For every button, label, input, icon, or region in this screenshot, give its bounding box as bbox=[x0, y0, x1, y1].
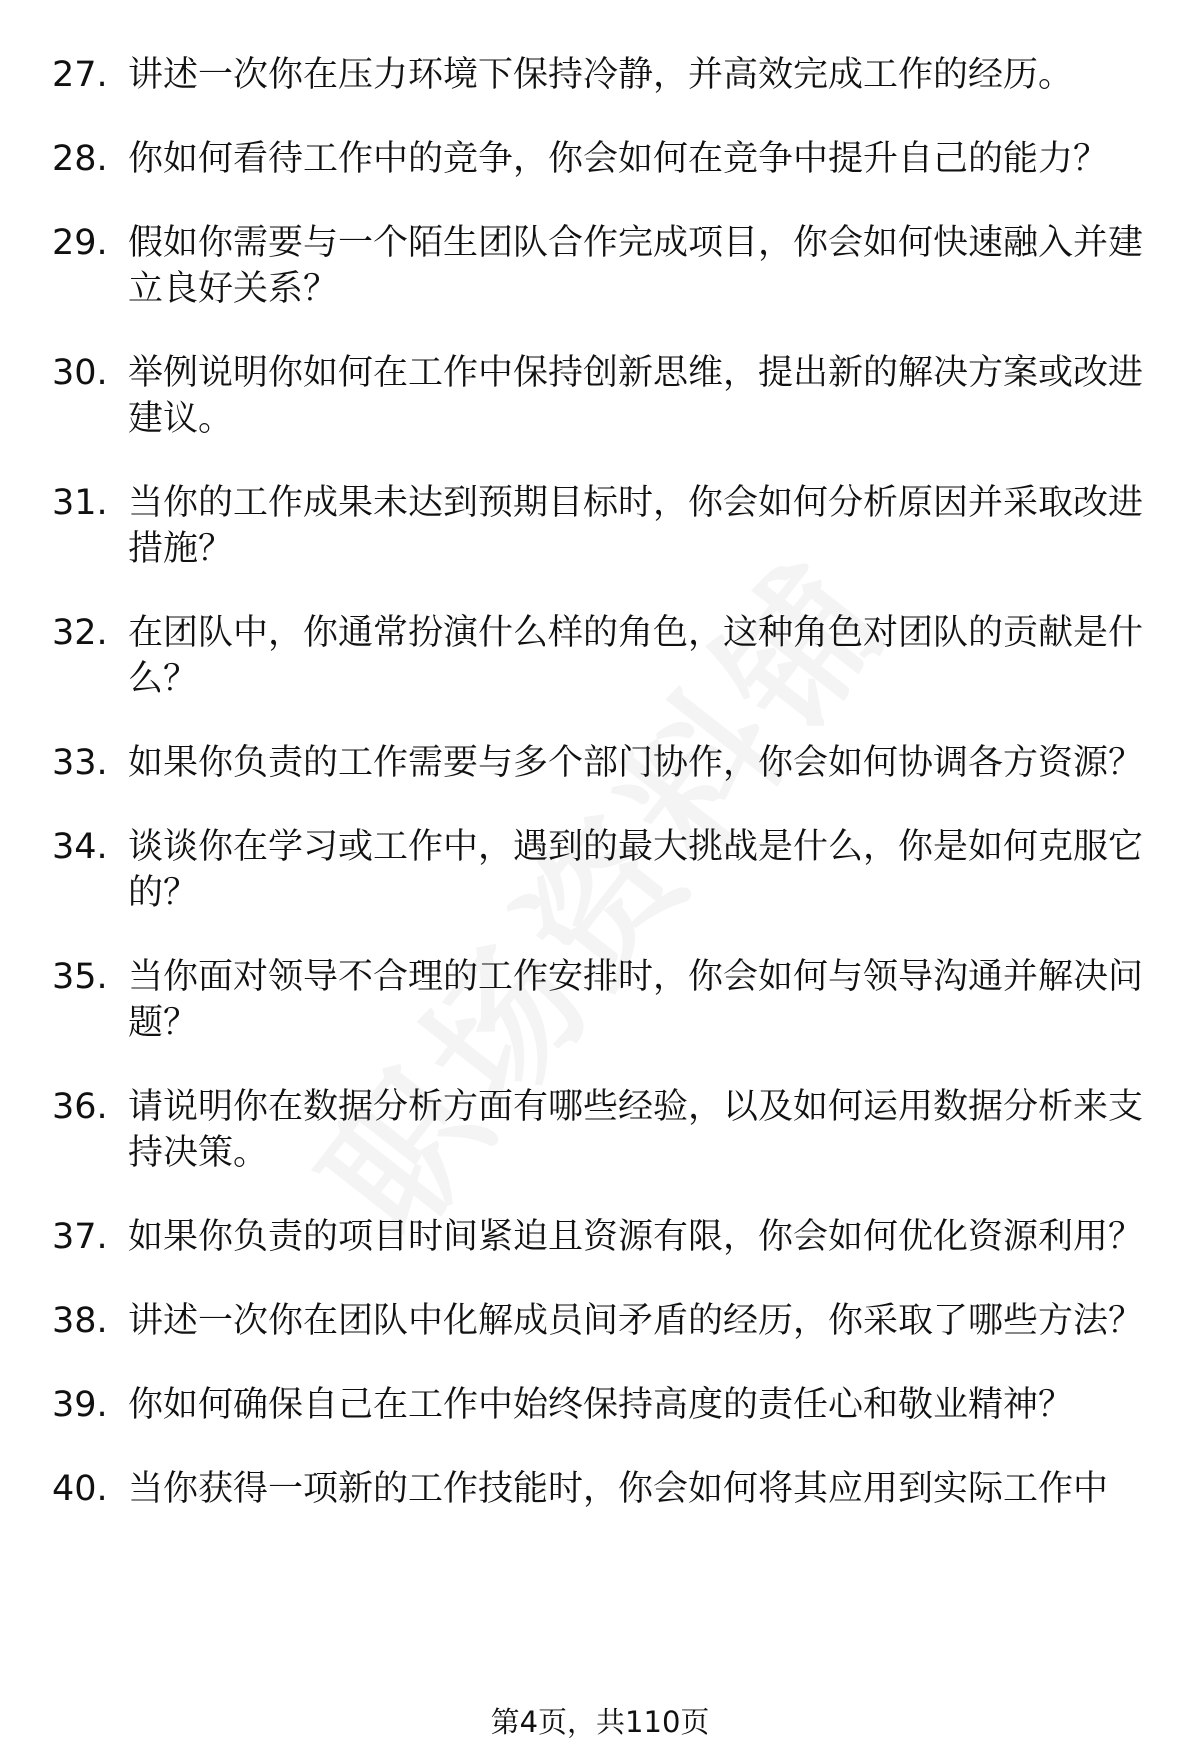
question-number: 31. bbox=[52, 483, 108, 523]
question-number: 34. bbox=[52, 827, 108, 867]
list-item bbox=[52, 52, 1152, 98]
question-text: 讲述一次你在压力环境下保持冷静，并高效完成工作的经历。 bbox=[128, 55, 1074, 95]
question-number: 37. bbox=[52, 1217, 108, 1257]
list-item bbox=[52, 740, 1152, 786]
list-item bbox=[52, 220, 1152, 312]
question-number: 28. bbox=[52, 139, 108, 179]
list-item bbox=[52, 480, 1152, 572]
question-text: 当你的工作成果未达到预期目标时，你会如何分析原因并采取改进措施？ bbox=[128, 483, 1144, 569]
question-text: 在团队中，你通常扮演什么样的角色，这种角色对团队的贡献是什么？ bbox=[128, 613, 1144, 699]
list-item bbox=[52, 1084, 1152, 1176]
question-text: 谈谈你在学习或工作中，遇到的最大挑战是什么，你是如何克服它的？ bbox=[128, 827, 1144, 913]
question-text: 假如你需要与一个陌生团队合作完成项目，你会如何快速融入并建立良好关系？ bbox=[128, 223, 1144, 309]
question-number: 27. bbox=[52, 55, 108, 95]
question-number: 39. bbox=[52, 1385, 108, 1425]
question-list bbox=[52, 52, 1152, 1550]
list-item bbox=[52, 1214, 1152, 1260]
question-text: 你如何看待工作中的竞争，你会如何在竞争中提升自己的能力？ bbox=[128, 139, 1109, 179]
question-text: 举例说明你如何在工作中保持创新思维，提出新的解决方案或改进建议。 bbox=[128, 353, 1144, 439]
question-text: 你如何确保自己在工作中始终保持高度的责任心和敬业精神？ bbox=[128, 1385, 1074, 1425]
list-item bbox=[52, 1466, 1152, 1512]
list-item bbox=[52, 610, 1152, 702]
question-text: 如果你负责的项目时间紧迫且资源有限，你会如何优化资源利用？ bbox=[128, 1217, 1144, 1257]
list-item bbox=[52, 1298, 1152, 1344]
list-item bbox=[52, 350, 1152, 442]
question-text: 当你获得一项新的工作技能时，你会如何将其应用到实际工作中 bbox=[128, 1469, 1109, 1509]
page-number-footer: 第4页，共110页 bbox=[490, 1705, 710, 1739]
list-item bbox=[52, 824, 1152, 916]
question-text: 当你面对领导不合理的工作安排时，你会如何与领导沟通并解决问题？ bbox=[128, 957, 1144, 1043]
question-text: 如果你负责的工作需要与多个部门协作，你会如何协调各方资源？ bbox=[128, 743, 1144, 783]
question-text: 讲述一次你在团队中化解成员间矛盾的经历，你采取了哪些方法？ bbox=[128, 1301, 1144, 1341]
question-number: 35. bbox=[52, 957, 108, 997]
question-number: 33. bbox=[52, 743, 108, 783]
question-number: 38. bbox=[52, 1301, 108, 1341]
question-number: 29. bbox=[52, 223, 108, 263]
question-number: 30. bbox=[52, 353, 108, 393]
list-item bbox=[52, 1382, 1152, 1428]
question-number: 32. bbox=[52, 613, 108, 653]
question-text: 请说明你在数据分析方面有哪些经验，以及如何运用数据分析来支持决策。 bbox=[128, 1087, 1144, 1173]
list-item bbox=[52, 954, 1152, 1046]
question-number: 36. bbox=[52, 1087, 108, 1127]
question-number: 40. bbox=[52, 1469, 108, 1509]
list-item bbox=[52, 136, 1152, 182]
